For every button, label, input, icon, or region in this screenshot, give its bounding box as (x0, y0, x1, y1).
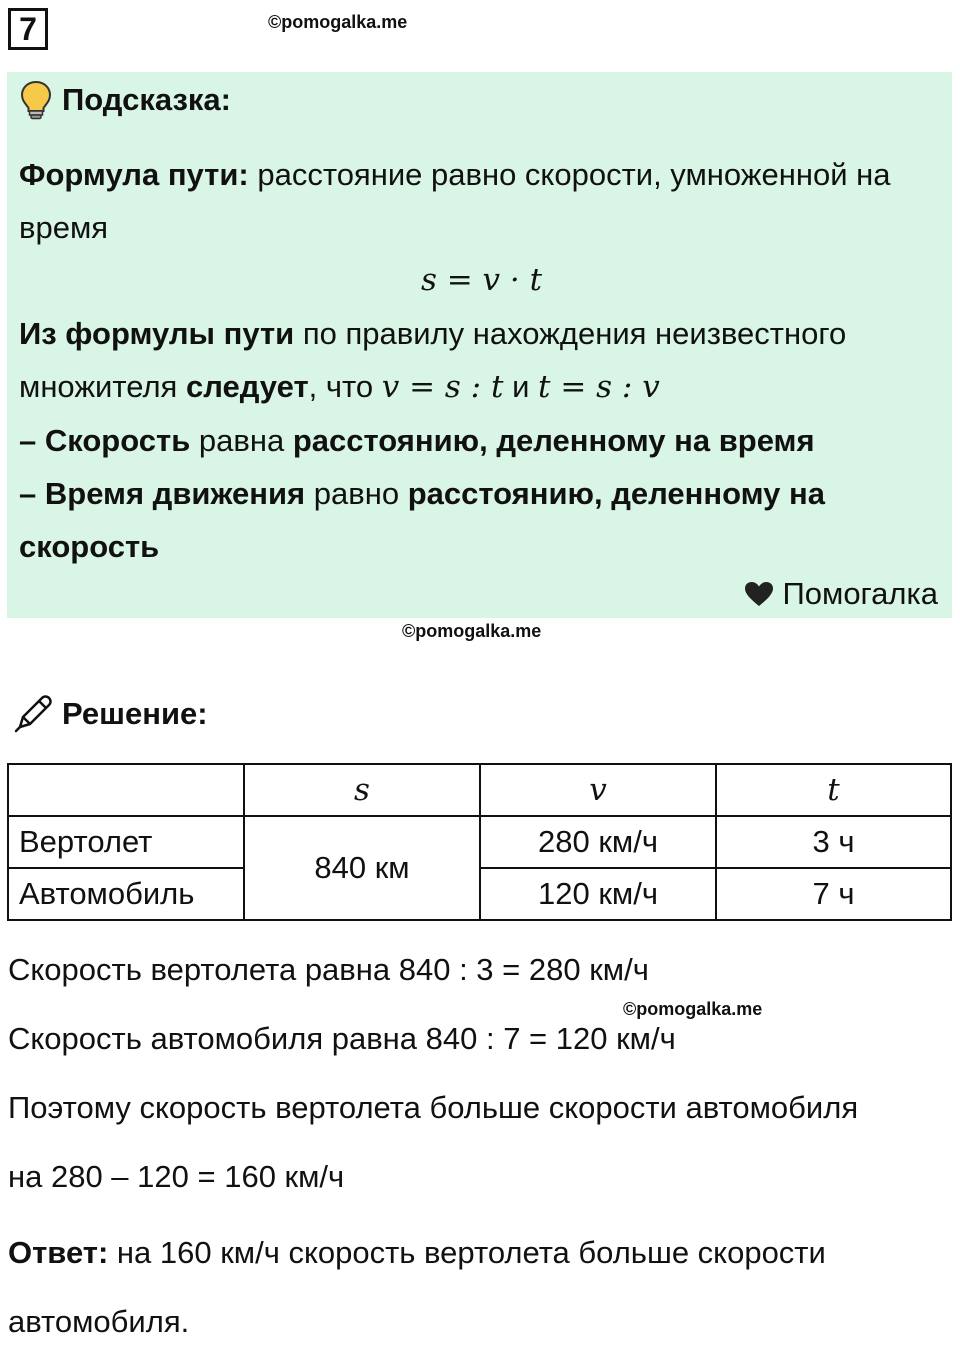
table-header-empty (8, 764, 244, 816)
and-word: и (512, 369, 530, 404)
speed-rule-line (19, 414, 944, 467)
formula-text: расстояние равно скорости, умноженной на время (19, 157, 891, 245)
solution-line: Скорость автомобиля равна 840 : 7 = 120 км/ч (8, 1021, 676, 1056)
answer-label: Ответ: (8, 1235, 109, 1270)
solution-line: Поэтому скорость вертолета больше скорости автомобиля (8, 1090, 859, 1125)
dash-2: – (19, 476, 37, 511)
speed-rule: расстоянию, деленному на время (292, 423, 815, 458)
time-bold: Время движения (44, 476, 306, 511)
watermark-middle: ©pomogalka.me (402, 621, 542, 641)
time-cell: 7 ч (716, 868, 951, 920)
from-bold: Из формулы пути (19, 316, 295, 351)
solution-text (8, 942, 953, 1356)
brand-name: Помогалка (782, 576, 938, 611)
time-text: равно (313, 476, 400, 511)
speed-cell: 120 км/ч (480, 868, 716, 920)
lightbulb-icon (20, 80, 52, 120)
hint-title (20, 80, 231, 120)
heart-icon (744, 581, 774, 607)
hint-body (19, 148, 944, 573)
table-header-t: t (716, 764, 951, 816)
path-formula: s = v · t (420, 262, 543, 298)
pencil-icon (12, 693, 54, 735)
derived-formulas (19, 307, 944, 414)
row-name: Автомобиль (8, 868, 244, 920)
watermark-bottom: ©pomogalka.me (623, 999, 763, 1019)
table-header-s: s (244, 764, 480, 816)
table-row (8, 868, 951, 920)
time-cell: 3 ч (716, 816, 951, 868)
speed-cell: 280 км/ч (480, 816, 716, 868)
solution-line: на 280 – 120 = 160 км/ч (8, 1159, 345, 1194)
row-name: Вертолет (8, 816, 244, 868)
formula-t: t = s : v (538, 369, 660, 405)
follows-text: , что (308, 369, 374, 404)
follows-bold: следует (185, 369, 309, 404)
distance-cell: 840 км (244, 816, 480, 920)
solution-line: Скорость вертолета равна 840 : 3 = 280 км/ч (8, 952, 649, 987)
hint-title-text: Подсказка: (62, 82, 231, 117)
table-header-v: v (480, 764, 716, 816)
time-rule-line (19, 467, 944, 573)
time-rule: расстоянию, деленному на скорость (19, 476, 825, 564)
formula-label: Формула пути: (19, 157, 249, 192)
data-table (7, 763, 952, 921)
watermark-top: ©pomogalka.me (268, 12, 408, 32)
table-header-row (8, 764, 951, 816)
task-number: 7 (8, 8, 48, 50)
dash-1: – (19, 423, 37, 458)
formula-definition (19, 148, 944, 254)
speed-text: равна (198, 423, 285, 458)
solution-title (12, 693, 208, 735)
brand-signature (744, 576, 938, 612)
answer-text: на 160 км/ч скорость вертолета больше скорости автомобиля. (8, 1235, 826, 1339)
formula-v: v = s : t (381, 369, 504, 405)
answer-line (8, 1218, 953, 1356)
speed-bold: Скорость (44, 423, 191, 458)
from-text: по правилу нахождения неизвестного множителя (19, 316, 847, 404)
table-row (8, 816, 951, 868)
solution-title-text: Решение: (62, 696, 208, 731)
